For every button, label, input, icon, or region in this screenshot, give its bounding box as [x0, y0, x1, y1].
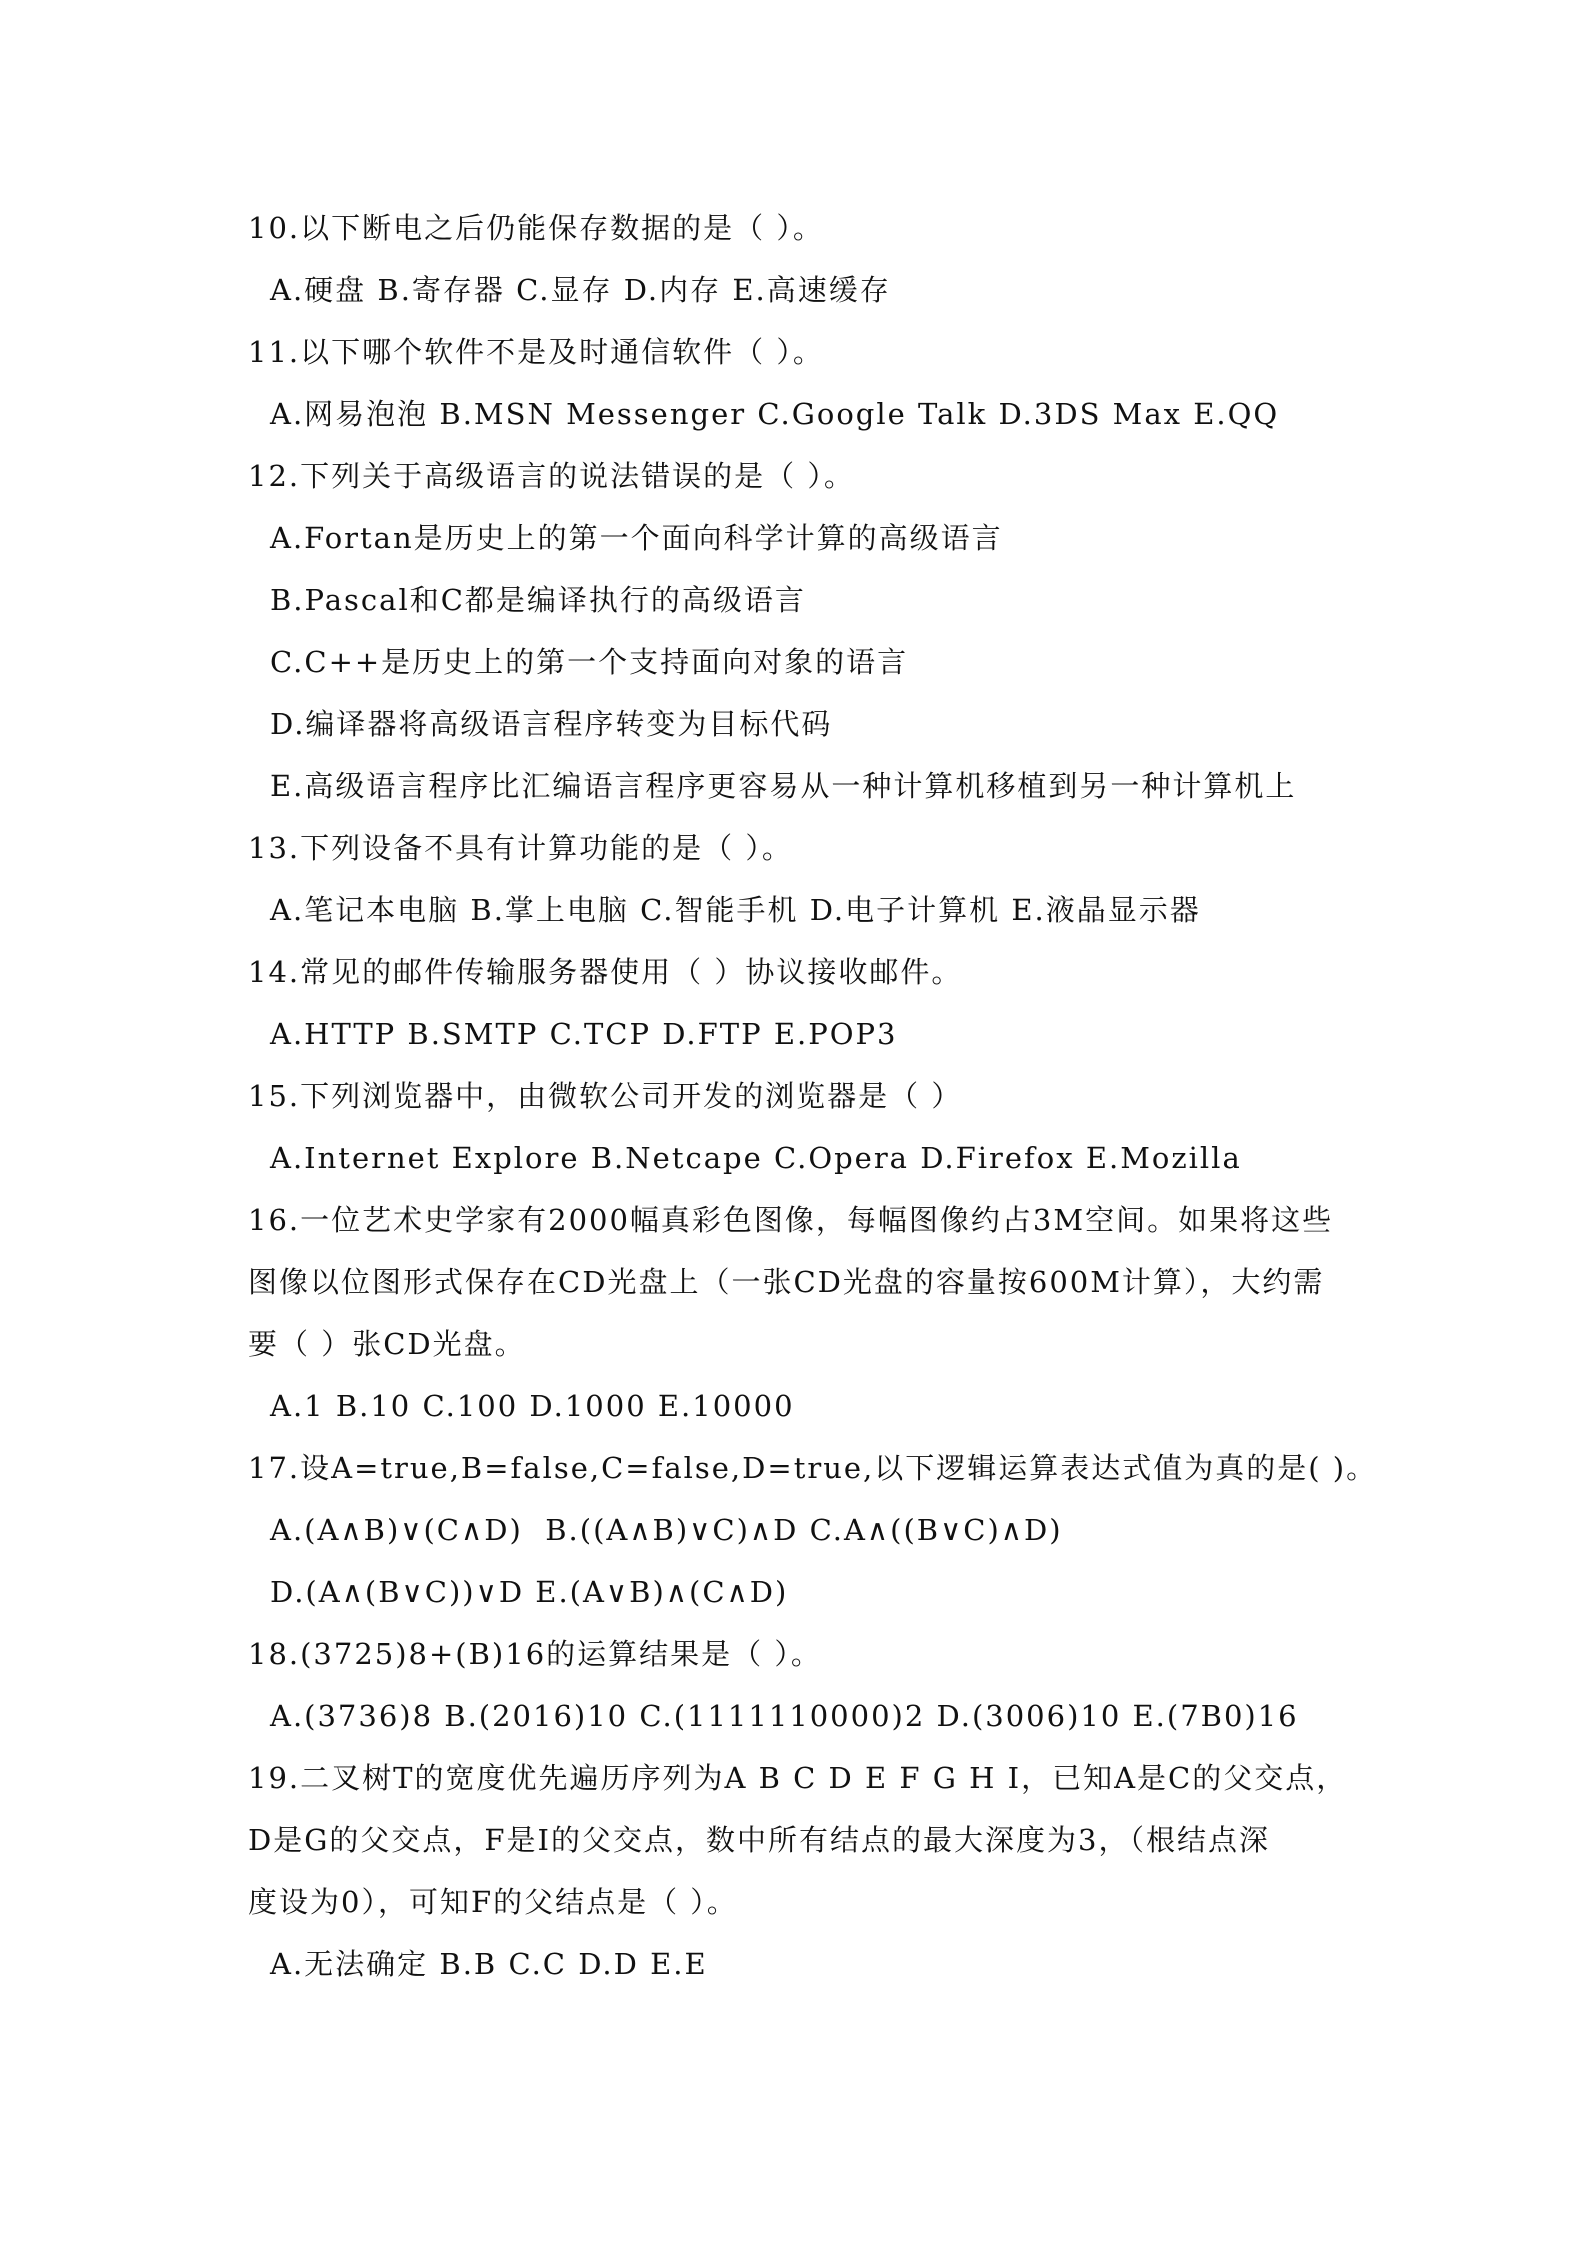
- question-12: 12.下列关于高级语言的说法错误的是（ ）。: [248, 459, 855, 493]
- question-12-option-b: B.Pascal和C都是编译执行的高级语言: [270, 583, 806, 617]
- question-12-option-d: D.编译器将高级语言程序转变为目标代码: [270, 707, 833, 741]
- question-13-options: A.笔记本电脑 B.掌上电脑 C.智能手机 D.电子计算机 E.液晶显示器: [270, 893, 1201, 927]
- question-10: 10.以下断电之后仍能保存数据的是（ ）。: [248, 211, 824, 245]
- question-13: 13.下列设备不具有计算功能的是（ ）。: [248, 831, 793, 865]
- question-18: 18.(3725)8+(B)16的运算结果是（ ）。: [248, 1637, 822, 1671]
- question-19-line-1: 19.二叉树T的宽度优先遍历序列为A B C D E F G H I，已知A是C的父交点，: [248, 1761, 1348, 1795]
- question-15: 15.下列浏览器中，由微软公司开发的浏览器是（ ）: [248, 1079, 963, 1113]
- question-16-line-2: 图像以位图形式保存在CD光盘上（一张CD光盘的容量按600M计算），大约需: [248, 1265, 1325, 1299]
- question-17: 17.设A=true,B=false,C=false,D=true,以下逻辑运算表达式值为真的是( )。: [248, 1451, 1378, 1485]
- question-14: 14.常见的邮件传输服务器使用（ ）协议接收邮件。: [248, 955, 963, 989]
- question-17-options-abc: A.(A∧B)∨(C∧D) B.((A∧B)∨C)∧D C.A∧((B∨C)∧D): [270, 1513, 1063, 1547]
- question-16-options: A.1 B.10 C.100 D.1000 E.10000: [270, 1389, 795, 1423]
- question-12-option-c: C.C++是历史上的第一个支持面向对象的语言: [270, 645, 909, 679]
- question-10-options: A.硬盘 B.寄存器 C.显存 D.内存 E.高速缓存: [270, 273, 891, 307]
- question-12-option-e: E.高级语言程序比汇编语言程序更容易从一种计算机移植到另一种计算机上: [270, 769, 1297, 803]
- question-15-options: A.Internet Explore B.Netcape C.Opera D.Firefox E.Mozilla: [270, 1141, 1242, 1175]
- question-16-line-3: 要（ ）张CD光盘。: [248, 1327, 526, 1361]
- question-11-options: A.网易泡泡 B.MSN Messenger C.Google Talk D.3DS Max E.QQ: [270, 397, 1280, 431]
- question-19-line-3: 度设为0），可知F的父结点是（ ）。: [248, 1885, 738, 1919]
- question-12-option-a: A.Fortan是历史上的第一个面向科学计算的高级语言: [270, 521, 1003, 555]
- question-17-options-de: D.(A∧(B∨C))∨D E.(A∨B)∧(C∧D): [270, 1575, 789, 1609]
- question-11: 11.以下哪个软件不是及时通信软件（ ）。: [248, 335, 824, 369]
- question-19-options: A.无法确定 B.B C.C D.D E.E: [270, 1947, 708, 1981]
- question-16-line-1: 16.一位艺术史学家有2000幅真彩色图像，每幅图像约占3M空间。如果将这些: [248, 1203, 1334, 1237]
- question-18-options: A.(3736)8 B.(2016)10 C.(1111110000)2 D.(3006)10 E.(7B0)16: [270, 1699, 1299, 1733]
- question-19-line-2: D是G的父交点，F是I的父交点，数中所有结点的最大深度为3，（根结点深: [248, 1823, 1270, 1857]
- question-14-options: A.HTTP B.SMTP C.TCP D.FTP E.POP3: [270, 1017, 898, 1051]
